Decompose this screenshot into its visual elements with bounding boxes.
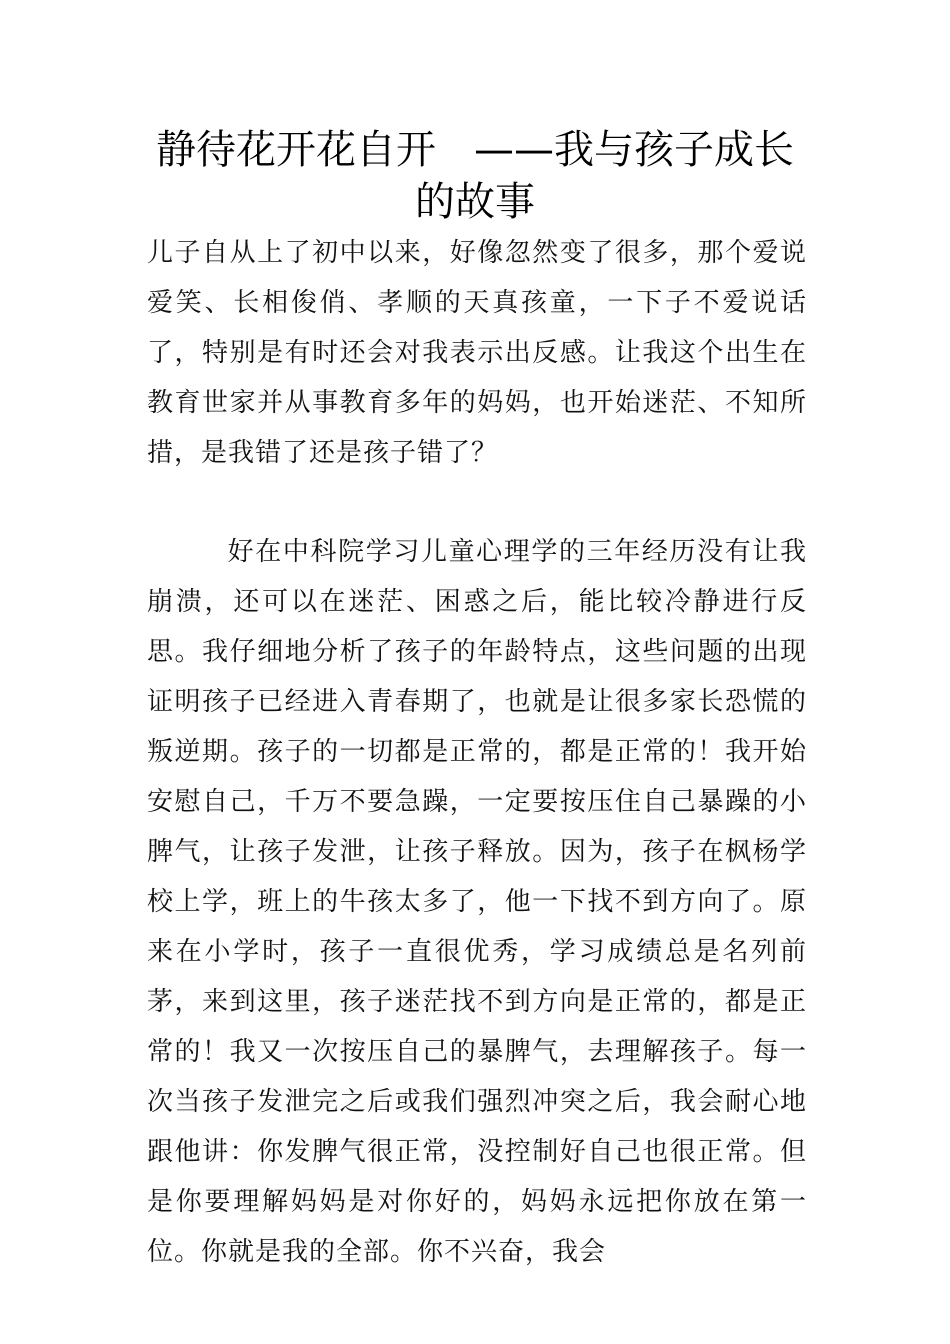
paragraph-1: 儿子自从上了初中以来，好像忽然变了很多，那个爱说爱笑、长相俊俏、孝顺的天真孩童，一下子不爱说话了，特别是有时还会对我表示出反感。让我这个出生在教育世家并从事教育多年的妈妈，也开始迷茫、不知所措，是我错了还是孩子错了？: [147, 238, 807, 468]
title-main: 静待花开花自开: [156, 127, 436, 173]
document-title: [140, 124, 810, 228]
paragraph-2-text: 好在中科院学习儿童心理学的三年经历没有让我崩溃，还可以在迷茫、困惑之后，能比较冷静进行反思。我仔细地分析了孩子的年龄特点，这些问题的出现证明孩子已经进入青春期了，也就是让很多家长恐慌的叛逆期。孩子的一切都是正常的，都是正常的！我开始安慰自己，千万不要急躁，一定要按压住自己暴躁的小脾气，让孩子发泄，让孩子释放。因为，孩子在枫杨学校上学，班上的牛孩太多了，他一下找不到方向了。原来在小学时，孩子一直很优秀，学习成绩总是名列前茅，来到这里，孩子迷茫找不到方向是正常的，都是正常的！我又一次按压自己的暴脾气，去理解孩子。每一次当孩子发泄完之后或我们强烈冲突之后，我会耐心地跟他讲：你发脾气很正常，没控制好自己也很正常。但是你要理解妈妈是对你好的，妈妈永远把你放在第一位。你就是我的全部。你不兴奋，我会: [147, 537, 807, 1267]
title-subtitle: ——我与孩子成长的故事: [415, 127, 794, 225]
paragraph-2: [147, 527, 807, 1277]
